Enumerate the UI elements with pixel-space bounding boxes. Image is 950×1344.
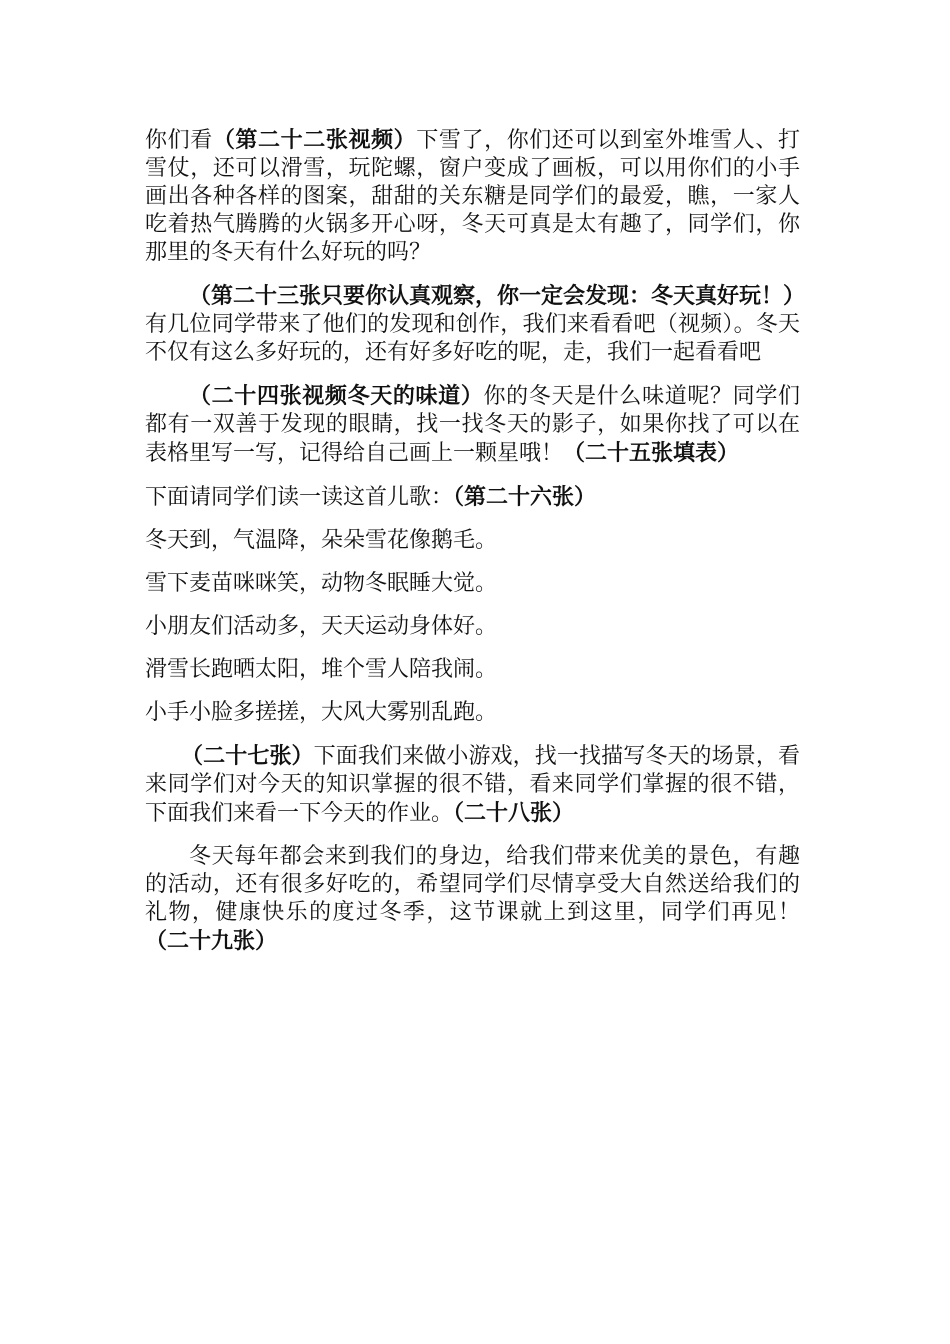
- paragraph-2-bold: （第二十三张只要你认真观察，你一定会发现：冬天真好玩！）: [189, 283, 806, 309]
- paragraph-5-text: 下面我们来做小游戏，找一找描写冬天的场景，看来同学们对今天的知识掌握的很不错，看来同学们掌握的很不错，下面我们来看一下今天的作业。: [145, 744, 800, 826]
- paragraph-3-text: 你的冬天是什么味道呢？同学们都有一双善于发现的眼睛，找一找冬天的影子，如果你找了可以在表格里写一写，记得给自己画上一颗星哦！: [145, 384, 800, 466]
- paragraph-2-text: 有几位同学带来了他们的发现和创作，我们来看看吧（视频）。冬天不仅有这么多好玩的，还有好多好吃的呢，走，我们一起看看吧: [145, 312, 800, 365]
- paragraph-6-text: 冬天每年都会来到我们的身边，给我们带来优美的景色，有趣的活动，还有很多好吃的，希望同学们尽情享受大自然送给我们的礼物，健康快乐的度过冬季，这节课就上到这里，同学们再见！: [145, 844, 800, 925]
- paragraph-3-bold-2: （二十五张填表）: [563, 440, 740, 466]
- paragraph-1-bold: （第二十二张视频）: [212, 127, 417, 153]
- paragraph-4: [145, 483, 800, 512]
- poem-line: 冬天到，气温降，朵朵雪花像鹅毛。: [145, 528, 498, 553]
- paragraph-1: [145, 126, 800, 267]
- poem-line: 小手小脸多搓搓，大风大雾别乱跑。: [145, 700, 498, 725]
- paragraph-4-text: 下面请同学们读一读这首儿歌：: [145, 485, 454, 510]
- paragraph-4-bold: （第二十六张）: [453, 484, 597, 510]
- paragraph-6-bold: （二十九张）: [145, 928, 278, 954]
- poem-line: 小朋友们活动多，天天运动身体好。: [145, 614, 498, 639]
- paragraph-2: [145, 282, 806, 367]
- paragraph-5-bold-2: （二十八张）: [453, 800, 575, 826]
- poem-line: 雪下麦苗咪咪笑，动物冬眠睡大觉。: [145, 571, 498, 596]
- paragraph-3-bold-1: （二十四张视频冬天的味道）: [189, 383, 484, 409]
- poem-line: 滑雪长跑晒太阳，堆个雪人陪我闹。: [145, 657, 498, 682]
- document-page: [145, 126, 806, 971]
- paragraph-5-bold-1: （二十七张）: [181, 743, 314, 769]
- paragraph-1-text: 下雪了，你们还可以到室外堆雪人、打雪仗，还可以滑雪，玩陀螺，窗户变成了画板，可以用你们的小手画出各种各样的图案，甜甜的关东糖是同学们的最爱，瞧，一家人吃着热气腾腾的火锅多开心呀，冬天可真是太有趣了，同学们，你那里的冬天有什么好玩的吗？: [145, 128, 800, 265]
- paragraph-3: [145, 382, 800, 468]
- paragraph-1-text-pre: 你们看: [145, 128, 213, 153]
- paragraph-5: [145, 742, 800, 828]
- paragraph-6: [145, 843, 800, 956]
